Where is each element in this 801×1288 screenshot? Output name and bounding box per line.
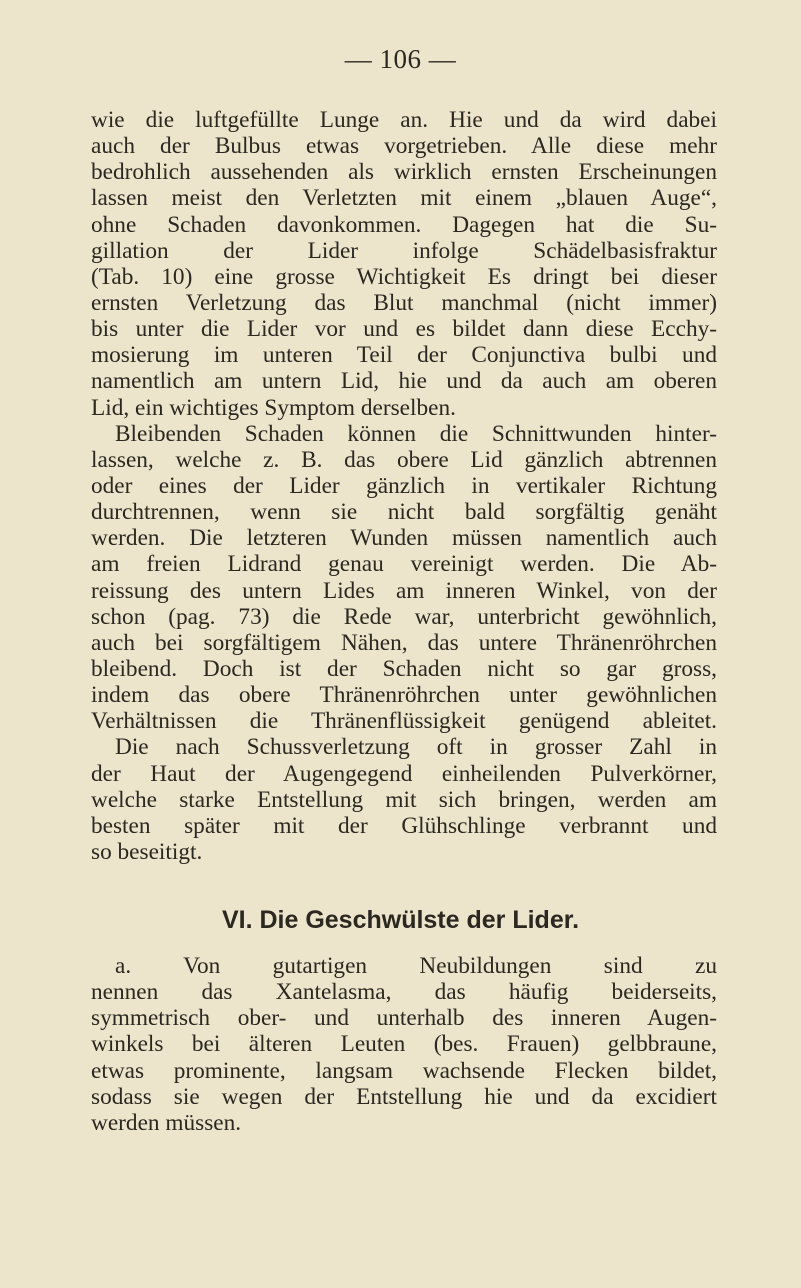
text-line: bedrohlich aussehenden als wirklich ernsten Erscheinungen [91,159,717,186]
text-line: oder eines der Lider gänzlich in vertikaler Richtung [91,472,717,499]
section-heading: VI. Die Geschwülste der Lider. [221,906,580,934]
text-line: lassen, welche z. B. das obere Lid gänzlich abtrennen [91,446,717,473]
text-line: bleibend. Doch ist der Schaden nicht so gar gross, [91,655,717,682]
text-line: a. Von gutartigen Neubildungen sind zu [115,953,717,979]
text-line: (Tab. 10) eine grosse Wichtigkeit Es dringt bei dieser [91,263,717,290]
text-line: sodass sie wegen der Entstellung hie und da excidiert [91,1083,717,1110]
text-line: schon (pag. 73) die Rede war, unterbricht gewöhnlich, [91,603,717,630]
text-line: Lid, ein wichtiges Symptom derselben. [91,394,456,421]
page-number: — 106 — [344,44,457,74]
text-line: der Haut der Augengegend einheilenden Pulverkörner, [91,760,717,787]
text-line: auch bei sorgfältigem Nähen, das untere Thränenröhrchen [91,629,717,656]
text-line: Bleibenden Schaden können die Schnittwunden hinter- [115,420,717,447]
text-line: nennen das Xantelasma, das häufig beiderseits, [91,979,717,1006]
text-line: winkels bei älteren Leuten (bes. Frauen) gelbbraune, [91,1031,717,1058]
text-line: werden müssen. [91,1109,242,1136]
text-line: ohne Schaden davonkommen. Dagegen hat die Su- [91,211,717,238]
text-line: symmetrisch ober- und unterhalb des inneren Augen- [91,1005,717,1032]
section-body-text [91,953,717,1136]
text-line: namentlich am untern Lid, hie und da auch am oberen [91,368,717,395]
text-line: mosierung im unteren Teil der Conjunctiva bulbi und [91,342,717,369]
text-line: besten später mit der Glühschlinge verbrannt und [91,812,717,839]
text-line: lassen meist den Verletzten mit einem „blauen Auge“, [91,185,717,212]
text-line: wie die luftgefüllte Lunge an. Hie und da wird dabei [91,107,717,133]
text-line: reissung des untern Lides am inneren Winkel, von der [91,577,717,604]
text-line: etwas prominente, langsam wachsende Flecken bildet, [91,1057,717,1084]
body-text [91,107,717,865]
text-line: ernsten Verletzung das Blut manchmal (nicht immer) [91,289,717,316]
text-line: Verhältnissen die Thränenflüssigkeit genügend ableitet. [91,708,717,735]
text-line: werden. Die letzteren Wunden müssen namentlich auch [91,525,717,552]
text-line: Die nach Schussverletzung oft in grosser Zahl in [115,734,717,761]
text-line: welche starke Entstellung mit sich bringen, werden am [91,786,717,813]
text-line: so beseitigt. [91,838,203,865]
text-line: bis unter die Lider vor und es bildet dann diese Ecchy- [91,316,717,343]
text-line: am freien Lidrand genau vereinigt werden. Die Ab- [91,551,717,578]
text-line: auch der Bulbus etwas vorgetrieben. Alle diese mehr [91,133,717,160]
text-line: gillation der Lider infolge Schädelbasisfraktur [91,237,717,264]
text-line: indem das obere Thränenröhrchen unter gewöhnlichen [91,682,717,709]
text-line: durchtrennen, wenn sie nicht bald sorgfältig genäht [91,499,717,526]
